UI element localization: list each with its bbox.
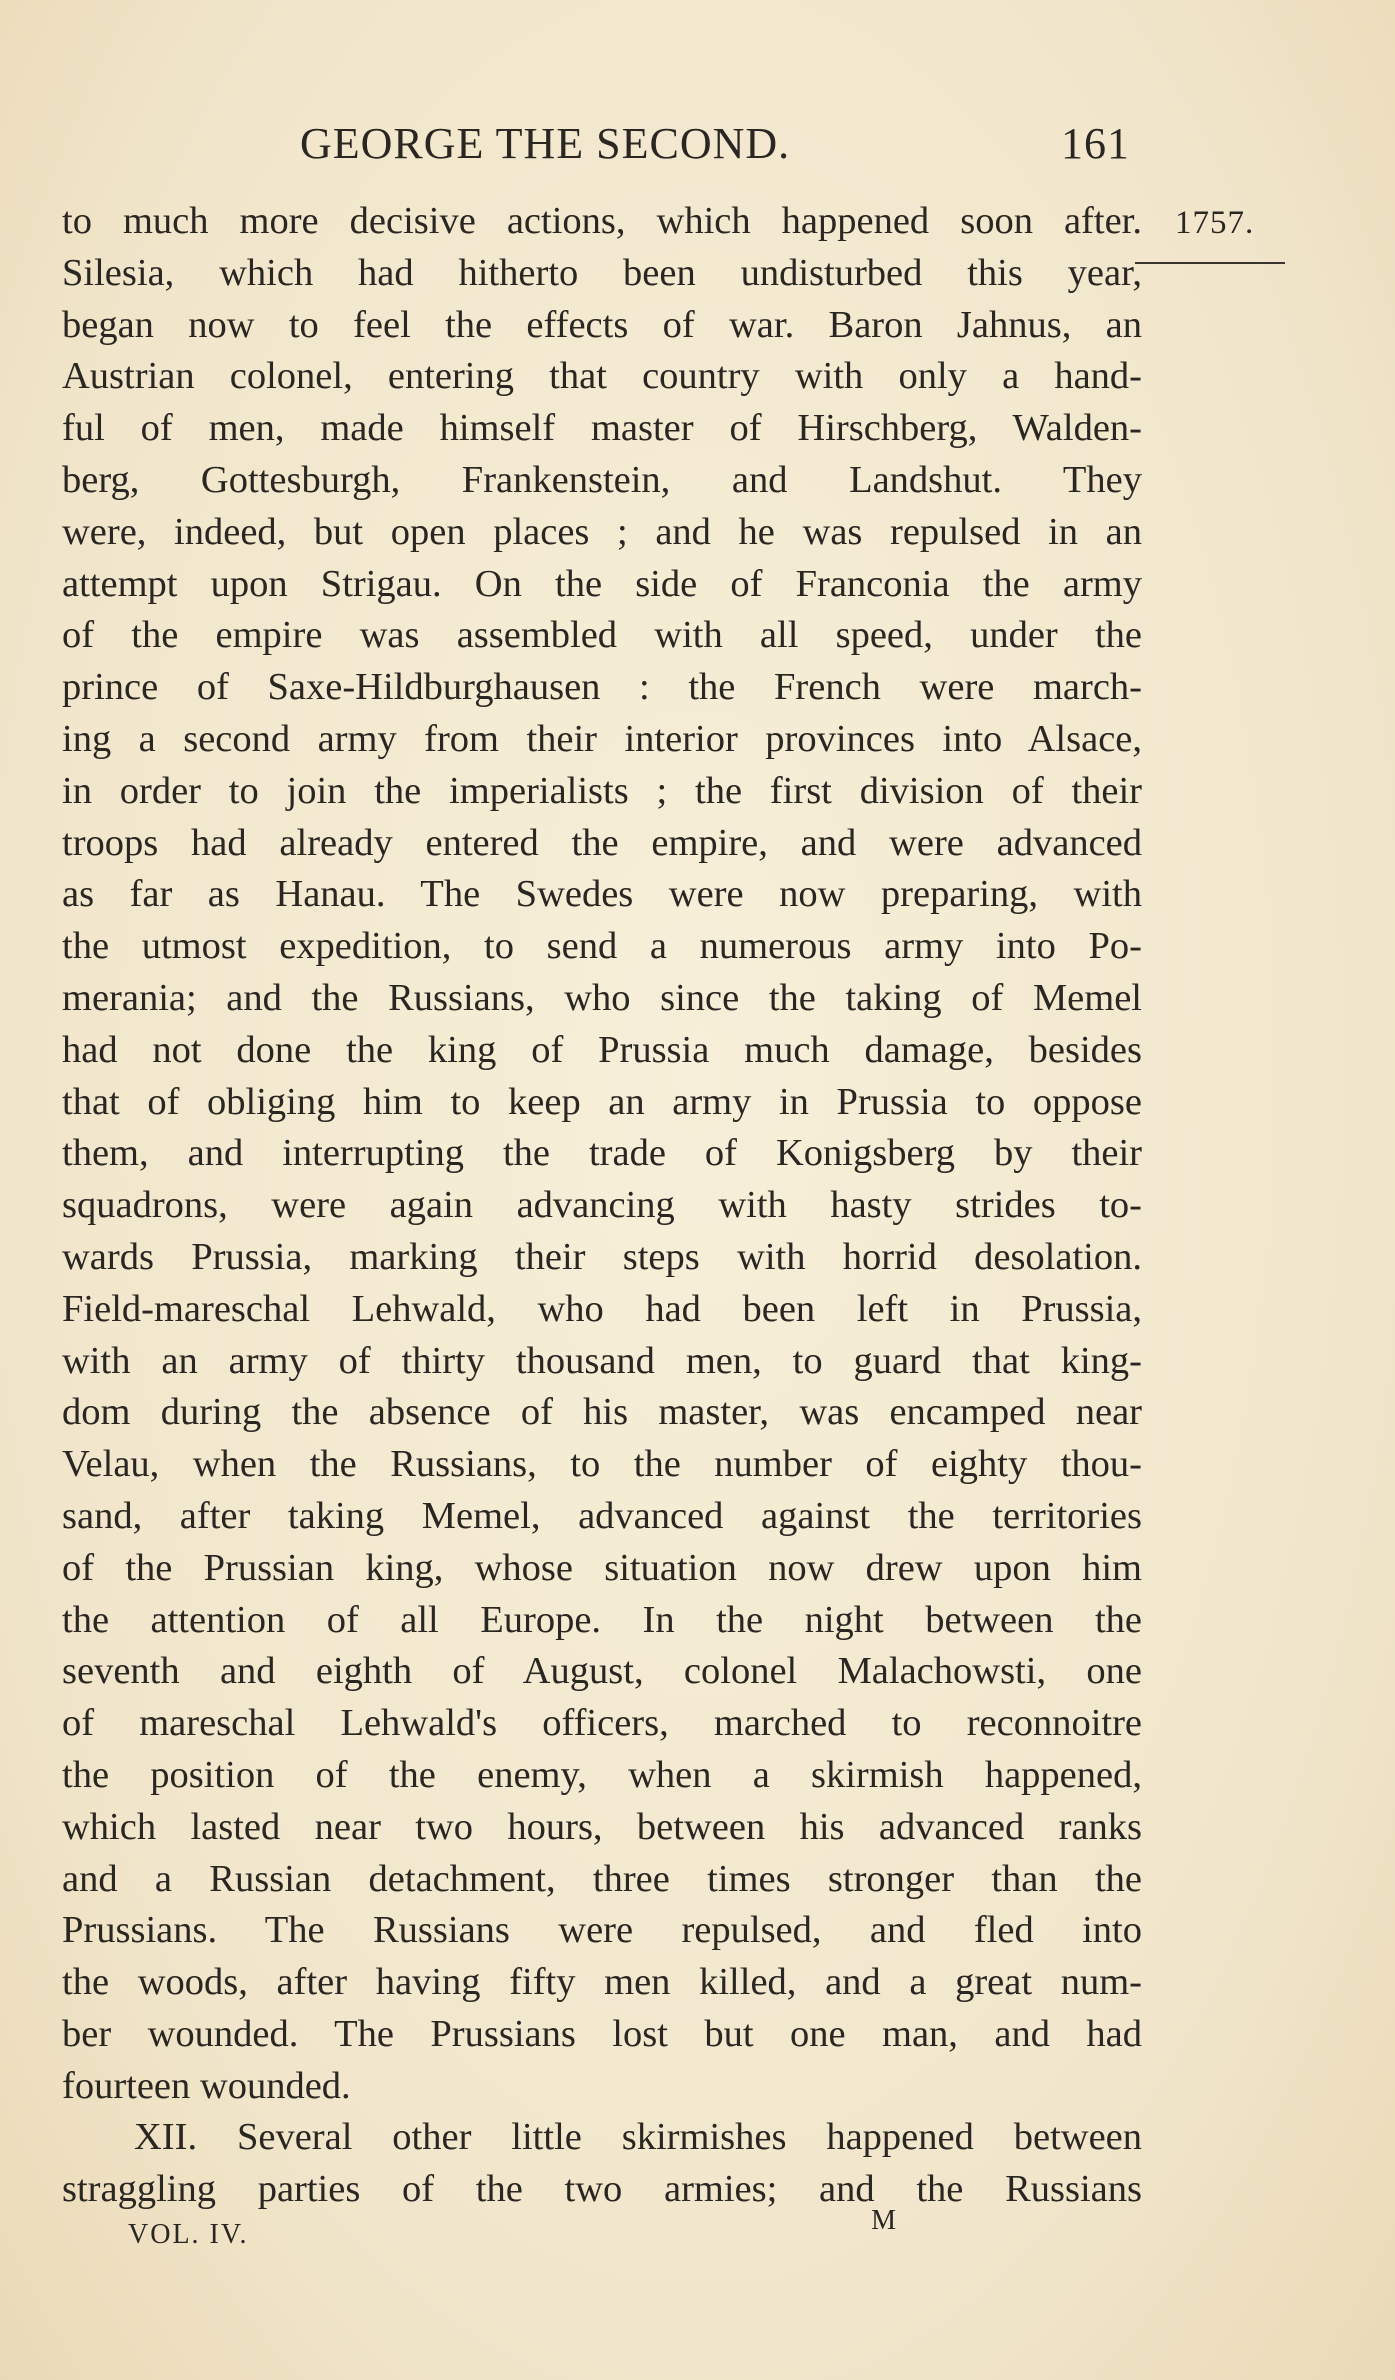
text-line: Field-mareschal Lehwald, who had been left in Prussia, (62, 1287, 1142, 1330)
page-number: 161 (1061, 119, 1130, 168)
text-line: ber wounded. The Prussians lost but one man, and had (62, 2012, 1142, 2055)
text-line: straggling parties of the two armies; and the Russians (62, 2168, 1142, 2211)
text-line: the utmost expedition, to send a numerous army into Po- (62, 925, 1142, 968)
text-line: them, and interrupting the trade of Konigsberg by their (62, 1132, 1142, 1175)
margin-year-note: 1757. (1175, 205, 1255, 241)
text-line: wards Prussia, marking their steps with horrid desolation. (62, 1235, 1142, 1278)
running-head (300, 118, 1130, 178)
text-line: ing a second army from their interior provinces into Alsace, (62, 717, 1142, 760)
text-line: fourteen wounded. (62, 2064, 351, 2107)
text-line: attempt upon Strigau. On the side of Franconia the army (62, 562, 1142, 605)
text-line: to much more decisive actions, which happened soon after. (62, 200, 1142, 242)
text-line: and a Russian detachment, three times stronger than the (62, 1857, 1142, 1900)
text-line: Prussians. The Russians were repulsed, and fled into (62, 1909, 1142, 1952)
text-line: began now to feel the effects of war. Baron Jahnus, an (62, 303, 1142, 346)
body-text (62, 196, 1142, 2216)
text-line: the position of the enemy, when a skirmish happened, (62, 1753, 1142, 1796)
text-line: ful of men, made himself master of Hirschberg, Walden- (62, 407, 1142, 450)
text-line: the attention of all Europe. In the night between the (62, 1598, 1142, 1641)
text-line: merania; and the Russians, who since the taking of Memel (62, 976, 1142, 1019)
text-line: as far as Hanau. The Swedes were now preparing, with (62, 873, 1142, 916)
text-line: sand, after taking Memel, advanced against the territories (62, 1494, 1142, 1537)
page-footer (128, 2205, 898, 2250)
text-line: that of obliging him to keep an army in Prussia to oppose (62, 1080, 1142, 1123)
text-line: of mareschal Lehwald's officers, marched to reconnoitre (62, 1702, 1142, 1745)
text-line: dom during the absence of his master, was encamped near (62, 1391, 1142, 1434)
section-start-line: XII. Several other little skirmishes happened between (134, 2116, 1142, 2159)
text-line: prince of Saxe-Hildburghausen : the French were march- (62, 666, 1142, 709)
volume-label: VOL. IV. (128, 2219, 249, 2250)
text-line: the woods, after having fifty men killed, and a great num- (62, 1961, 1142, 2004)
text-line: seventh and eighth of August, colonel Malachowsti, one (62, 1650, 1142, 1693)
running-title: GEORGE THE SECOND. (300, 119, 791, 168)
text-line: were, indeed, but open places ; and he was repulsed in an (62, 510, 1142, 553)
text-line: squadrons, were again advancing with hasty strides to- (62, 1184, 1142, 1227)
text-line: of the empire was assembled with all speed, under the (62, 614, 1142, 657)
text-line: Velau, when the Russians, to the number of eighty thou- (62, 1443, 1142, 1486)
signature-mark: M (871, 2205, 898, 2236)
margin-rule (1135, 262, 1285, 264)
text-line: Austrian colonel, entering that country with only a hand- (62, 355, 1142, 398)
text-line: in order to join the imperialists ; the first division of their (62, 769, 1142, 812)
text-line: of the Prussian king, whose situation now drew upon him (62, 1546, 1142, 1589)
text-line: with an army of thirty thousand men, to guard that king- (62, 1339, 1142, 1382)
text-line: troops had already entered the empire, and were advanced (62, 821, 1142, 864)
text-line: which lasted near two hours, between his advanced ranks (62, 1805, 1142, 1848)
text-line: berg, Gottesburgh, Frankenstein, and Landshut. They (62, 458, 1142, 501)
text-line: Silesia, which had hitherto been undisturbed this year, (62, 251, 1142, 294)
text-line: had not done the king of Prussia much damage, besides (62, 1028, 1142, 1071)
